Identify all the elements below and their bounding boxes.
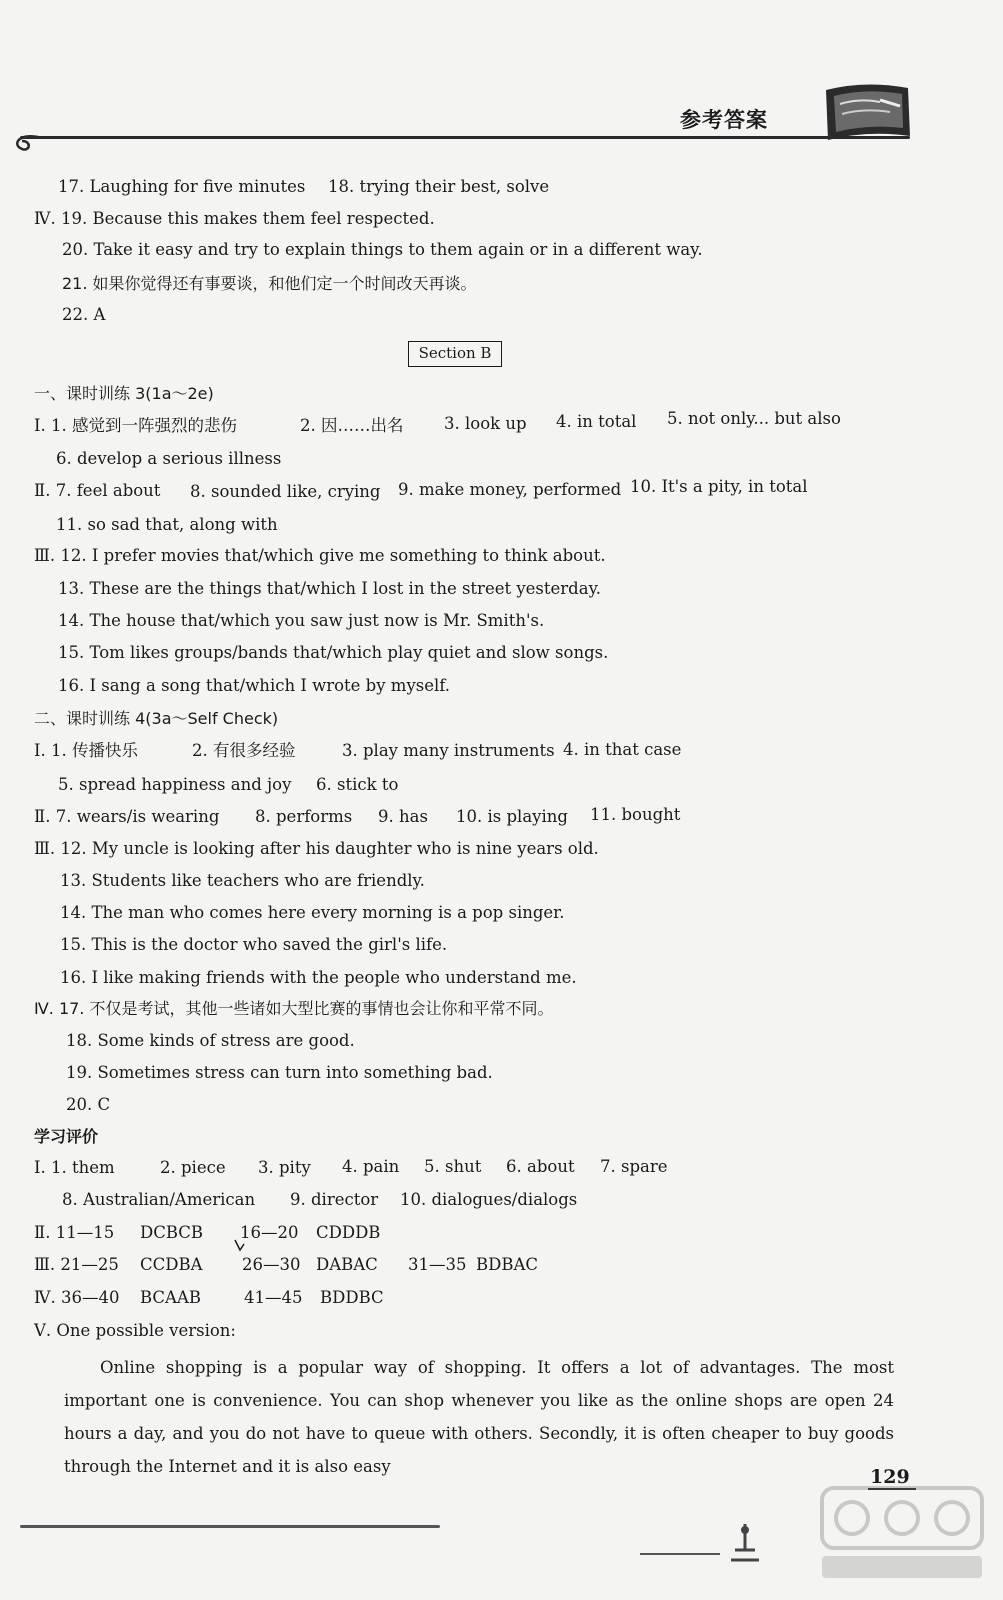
s2-answer-8: 8. performs <box>255 807 353 826</box>
answer-17: 17. Laughing for five minutes <box>58 177 306 196</box>
s2-answer-7: Ⅱ. 7. wears/is wearing <box>34 807 220 826</box>
s1-answer-8: 8. sounded like, crying <box>190 482 381 501</box>
s1-answer-13: 13. These are the things that/which I lost in the street yesterday. <box>58 579 601 598</box>
s2-answer-13: 13. Students like teachers who are friendly. <box>60 871 425 890</box>
s1-answer-11: 11. so sad that, along with <box>56 515 278 534</box>
s2-answer-19: 19. Sometimes stress can turn into something bad. <box>66 1063 493 1082</box>
watermark-logo-icon <box>812 1478 992 1588</box>
sample-essay: Online shopping is a popular way of shopping. It offers a lot of advantages. The most important one is convenience. You can shop whenever you like as the online shops are open 24 hours a day, and you do not have to queue with others. Secondly, it is often cheaper to buy goods through the Internet and it is also easy <box>64 1358 894 1476</box>
s1-answer-6: 6. develop a serious illness <box>56 449 282 468</box>
answer-20: 20. Take it easy and try to explain things to them again or in a different way. <box>62 240 703 259</box>
s2-answer-5: 5. spread happiness and joy <box>58 775 292 794</box>
section-b-label: Section B <box>408 341 502 367</box>
s1-answer-14: 14. The house that/which you saw just now is Mr. Smith's. <box>58 611 545 630</box>
s1-answer-16: 16. I sang a song that/which I wrote by myself. <box>58 676 451 695</box>
s2-answer-16: 16. I like making friends with the people who understand me. <box>60 968 577 987</box>
s2-answer-3: 3. play many instruments <box>342 741 555 760</box>
s3-range-26-30: 26—30 <box>242 1255 301 1274</box>
s1-answer-4: 4. in total <box>556 412 637 431</box>
s3-answer-3: 3. pity <box>258 1158 311 1177</box>
s1-answer-7: Ⅱ. 7. feel about <box>34 481 161 500</box>
s3-answers-36-40: BCAAB <box>140 1288 202 1307</box>
answer-22: 22. A <box>62 305 106 324</box>
s3-answer-1: Ⅰ. 1. them <box>34 1158 115 1177</box>
s2-answer-12: Ⅲ. 12. My uncle is looking after his daughter who is nine years old. <box>34 839 599 858</box>
answer-19: Ⅳ. 19. Because this makes them feel respected. <box>34 209 435 228</box>
s1-answer-5: 5. not only... but also <box>667 409 841 428</box>
header-curl-ornament <box>8 125 48 165</box>
s3-answer-10: 10. dialogues/dialogs <box>400 1190 578 1209</box>
check-mark-icon <box>234 1238 246 1252</box>
s3-range-11-15: Ⅱ. 11—15 <box>34 1223 115 1242</box>
s1-answer-9: 9. make money, performed <box>398 480 622 499</box>
s3-answer-7: 7. spare <box>600 1157 668 1176</box>
s3-answer-9: 9. director <box>290 1190 379 1209</box>
s3-answers-41-45: BDDBC <box>320 1288 384 1307</box>
answer-18: 18. trying their best, solve <box>328 177 550 196</box>
s3-answers-26-30: DABAC <box>316 1255 378 1274</box>
s3-range-16-20: 16—20 <box>240 1223 299 1242</box>
s3-answers-16-20: CDDDB <box>316 1223 381 1242</box>
s3-range-21-25: Ⅲ. 21—25 <box>34 1255 119 1274</box>
s3-range-36-40: Ⅳ. 36—40 <box>34 1288 120 1307</box>
header-rule <box>20 136 910 139</box>
s2-answer-15: 15. This is the doctor who saved the girl's life. <box>60 935 448 954</box>
s2-answer-2: 2. 有很多经验 <box>192 741 296 760</box>
page-number: 129 <box>870 1466 910 1488</box>
s3-answer-4: 4. pain <box>342 1157 400 1176</box>
s3-answer-5: 5. shut <box>424 1157 482 1176</box>
section1-title: 一、课时训练 3(1a～2e) <box>34 384 214 403</box>
s2-answer-10: 10. is playing <box>456 807 568 826</box>
page-header-title: 参考答案 <box>680 108 768 132</box>
s2-answer-4: 4. in that case <box>563 740 682 759</box>
footer-rule-short <box>640 1553 720 1555</box>
footer-rule <box>20 1525 440 1528</box>
s1-answer-15: 15. Tom likes groups/bands that/which play quiet and slow songs. <box>58 643 609 662</box>
s2-answer-9: 9. has <box>378 807 428 826</box>
s3-answers-11-15: DCBCB <box>140 1223 204 1242</box>
s2-answer-11: 11. bought <box>590 805 681 824</box>
s1-answer-3: 3. look up <box>444 414 527 433</box>
s2-answer-20: 20. C <box>66 1095 111 1114</box>
s1-answer-10: 10. It's a pity, in total <box>630 477 808 496</box>
s1-answer-2: 2. 因……出名 <box>300 416 404 435</box>
section2-title: 二、课时训练 4(3a～Self Check) <box>34 709 279 728</box>
footer-ornament-icon <box>725 1520 765 1565</box>
s3-answer-8: 8. Australian/American <box>62 1190 256 1209</box>
book-icon <box>820 80 915 146</box>
s3-answers-31-35: BDBAC <box>476 1255 539 1274</box>
s3-writing-label: Ⅴ. One possible version: <box>34 1321 236 1340</box>
s2-answer-18: 18. Some kinds of stress are good. <box>66 1031 355 1050</box>
s1-answer-1: Ⅰ. 1. 感觉到一阵强烈的悲伤 <box>34 416 237 435</box>
s1-answer-12: Ⅲ. 12. I prefer movies that/which give me something to think about. <box>34 546 606 565</box>
s2-answer-1: Ⅰ. 1. 传播快乐 <box>34 741 138 760</box>
s2-answer-6: 6. stick to <box>316 775 399 794</box>
s2-answer-17: Ⅳ. 17. 不仅是考试，其他一些诸如大型比赛的事情也会让你和平常不同。 <box>34 999 554 1018</box>
s3-range-31-35: 31—35 <box>408 1255 467 1274</box>
s3-answer-2: 2. piece <box>160 1158 226 1177</box>
s3-range-41-45: 41—45 <box>244 1288 303 1307</box>
s3-answer-6: 6. about <box>506 1157 575 1176</box>
s2-answer-14: 14. The man who comes here every morning is a pop singer. <box>60 903 565 922</box>
answer-21: 21. 如果你觉得还有事要谈，和他们定一个时间改天再谈。 <box>62 274 477 293</box>
s3-answers-21-25: CCDBA <box>140 1255 203 1274</box>
section3-title: 学习评价 <box>34 1127 99 1146</box>
